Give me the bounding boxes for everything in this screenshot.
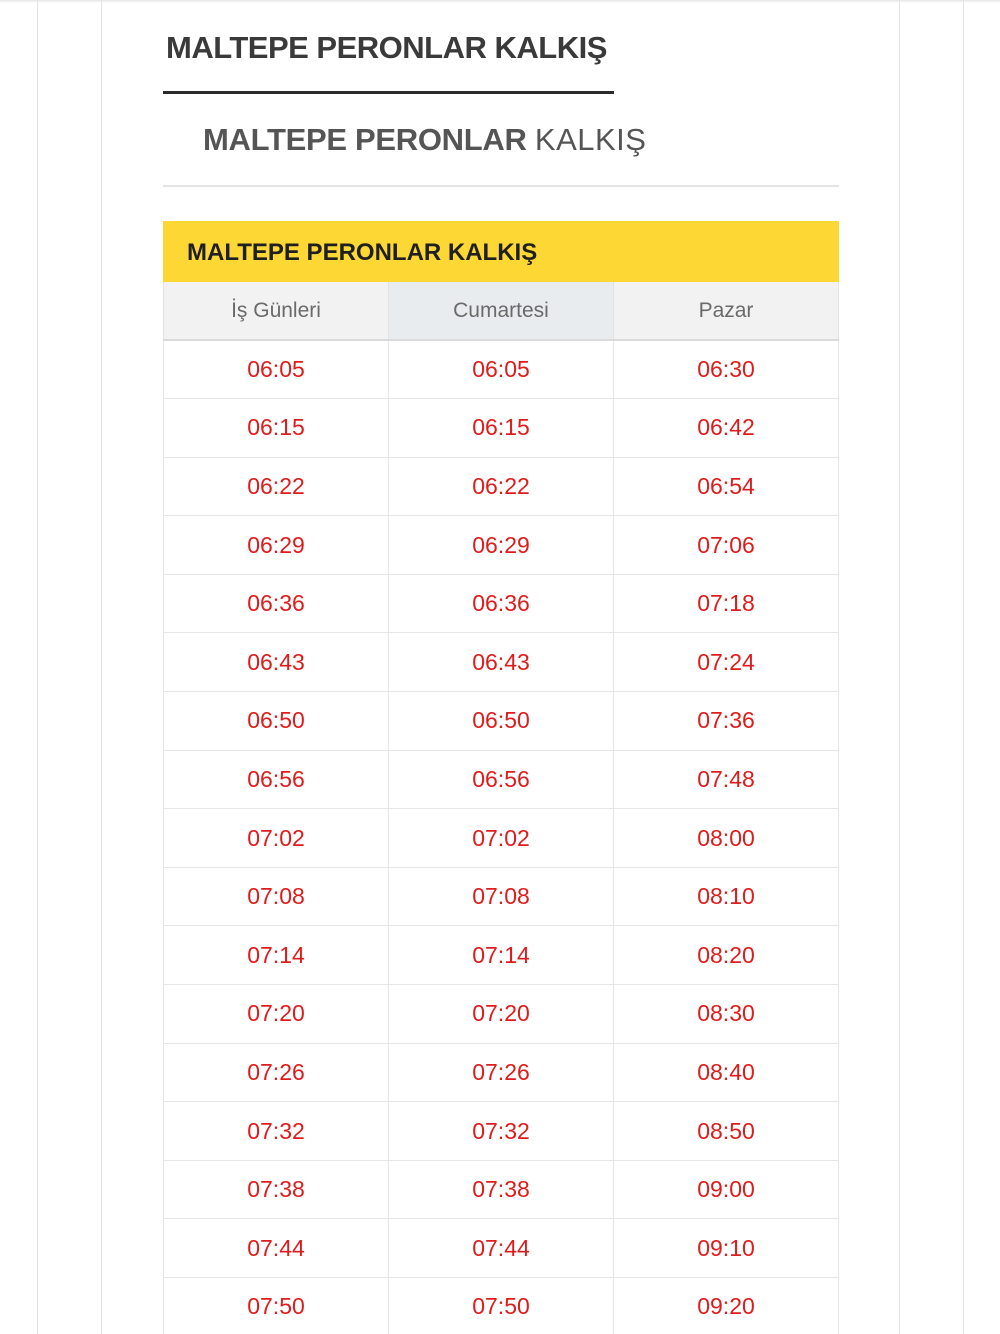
- time-cell-saturday: 06:15: [389, 399, 614, 458]
- time-cell-weekdays: 06:22: [164, 457, 389, 516]
- table-row: [164, 399, 839, 458]
- time-cell-weekdays: 06:43: [164, 633, 389, 692]
- table-row: [164, 1043, 839, 1102]
- table-row: [164, 457, 839, 516]
- time-cell-weekdays: 07:14: [164, 926, 389, 985]
- schedule-body: [164, 340, 839, 1334]
- time-cell-sunday: 06:30: [614, 340, 839, 399]
- time-cell-weekdays: 07:50: [164, 1278, 389, 1334]
- table-row: [164, 926, 839, 985]
- page-title: MALTEPE PERONLAR KALKIŞ: [166, 30, 607, 65]
- time-cell-sunday: 09:00: [614, 1160, 839, 1219]
- schedule-header-row: [164, 282, 839, 340]
- page-title-underline: [163, 91, 614, 94]
- time-cell-sunday: 07:24: [614, 633, 839, 692]
- section-title-strong: MALTEPE PERONLAR: [203, 122, 527, 157]
- column-header-saturday[interactable]: Cumartesi: [389, 282, 614, 340]
- time-cell-saturday: 07:44: [389, 1219, 614, 1278]
- time-cell-sunday: 09:20: [614, 1278, 839, 1334]
- time-cell-sunday: 07:36: [614, 692, 839, 751]
- outer-left-border: [37, 0, 38, 1334]
- time-cell-sunday: 09:10: [614, 1219, 839, 1278]
- table-row: [164, 1102, 839, 1161]
- time-cell-weekdays: 07:44: [164, 1219, 389, 1278]
- column-header-weekdays[interactable]: İş Günleri: [164, 282, 389, 340]
- time-cell-saturday: 07:02: [389, 809, 614, 868]
- time-cell-sunday: 07:06: [614, 516, 839, 575]
- table-row: [164, 574, 839, 633]
- table-row: [164, 1219, 839, 1278]
- time-cell-weekdays: 06:29: [164, 516, 389, 575]
- time-cell-weekdays: 06:50: [164, 692, 389, 751]
- time-cell-weekdays: 06:56: [164, 750, 389, 809]
- inner-left-border: [101, 0, 102, 1334]
- time-cell-saturday: 07:08: [389, 867, 614, 926]
- section-title: [203, 122, 646, 158]
- time-cell-saturday: 06:36: [389, 574, 614, 633]
- table-row: [164, 692, 839, 751]
- time-cell-weekdays: 07:32: [164, 1102, 389, 1161]
- time-cell-saturday: 07:32: [389, 1102, 614, 1161]
- time-cell-saturday: 07:38: [389, 1160, 614, 1219]
- time-cell-saturday: 06:50: [389, 692, 614, 751]
- schedule-header: MALTEPE PERONLAR KALKIŞ: [163, 221, 839, 282]
- time-cell-weekdays: 07:02: [164, 809, 389, 868]
- schedule-table: [163, 282, 839, 1334]
- time-cell-saturday: 07:20: [389, 985, 614, 1044]
- table-row: [164, 1278, 839, 1334]
- time-cell-saturday: 06:56: [389, 750, 614, 809]
- time-cell-weekdays: 06:36: [164, 574, 389, 633]
- table-row: [164, 985, 839, 1044]
- time-cell-weekdays: 06:15: [164, 399, 389, 458]
- time-cell-saturday: 07:14: [389, 926, 614, 985]
- table-row: [164, 516, 839, 575]
- table-row: [164, 340, 839, 399]
- top-edge-shadow: [0, 0, 1000, 3]
- time-cell-saturday: 07:26: [389, 1043, 614, 1102]
- time-cell-weekdays: 07:38: [164, 1160, 389, 1219]
- section-divider: [163, 185, 839, 187]
- time-cell-saturday: 06:05: [389, 340, 614, 399]
- time-cell-sunday: 06:54: [614, 457, 839, 516]
- time-cell-sunday: 08:10: [614, 867, 839, 926]
- time-cell-sunday: 08:20: [614, 926, 839, 985]
- table-row: [164, 633, 839, 692]
- table-row: [164, 1160, 839, 1219]
- time-cell-sunday: 08:00: [614, 809, 839, 868]
- outer-right-border: [963, 0, 964, 1334]
- time-cell-sunday: 07:18: [614, 574, 839, 633]
- table-row: [164, 809, 839, 868]
- time-cell-weekdays: 07:08: [164, 867, 389, 926]
- time-cell-weekdays: 07:20: [164, 985, 389, 1044]
- time-cell-sunday: 07:48: [614, 750, 839, 809]
- time-cell-saturday: 06:43: [389, 633, 614, 692]
- time-cell-saturday: 07:50: [389, 1278, 614, 1334]
- time-cell-saturday: 06:22: [389, 457, 614, 516]
- time-cell-sunday: 06:42: [614, 399, 839, 458]
- table-row: [164, 867, 839, 926]
- column-header-sunday[interactable]: Pazar: [614, 282, 839, 340]
- inner-right-border: [899, 0, 900, 1334]
- time-cell-sunday: 08:50: [614, 1102, 839, 1161]
- time-cell-weekdays: 06:05: [164, 340, 389, 399]
- table-row: [164, 750, 839, 809]
- time-cell-saturday: 06:29: [389, 516, 614, 575]
- time-cell-sunday: 08:40: [614, 1043, 839, 1102]
- time-cell-sunday: 08:30: [614, 985, 839, 1044]
- schedule-card: [163, 221, 839, 1334]
- time-cell-weekdays: 07:26: [164, 1043, 389, 1102]
- section-title-light: KALKIŞ: [534, 122, 647, 157]
